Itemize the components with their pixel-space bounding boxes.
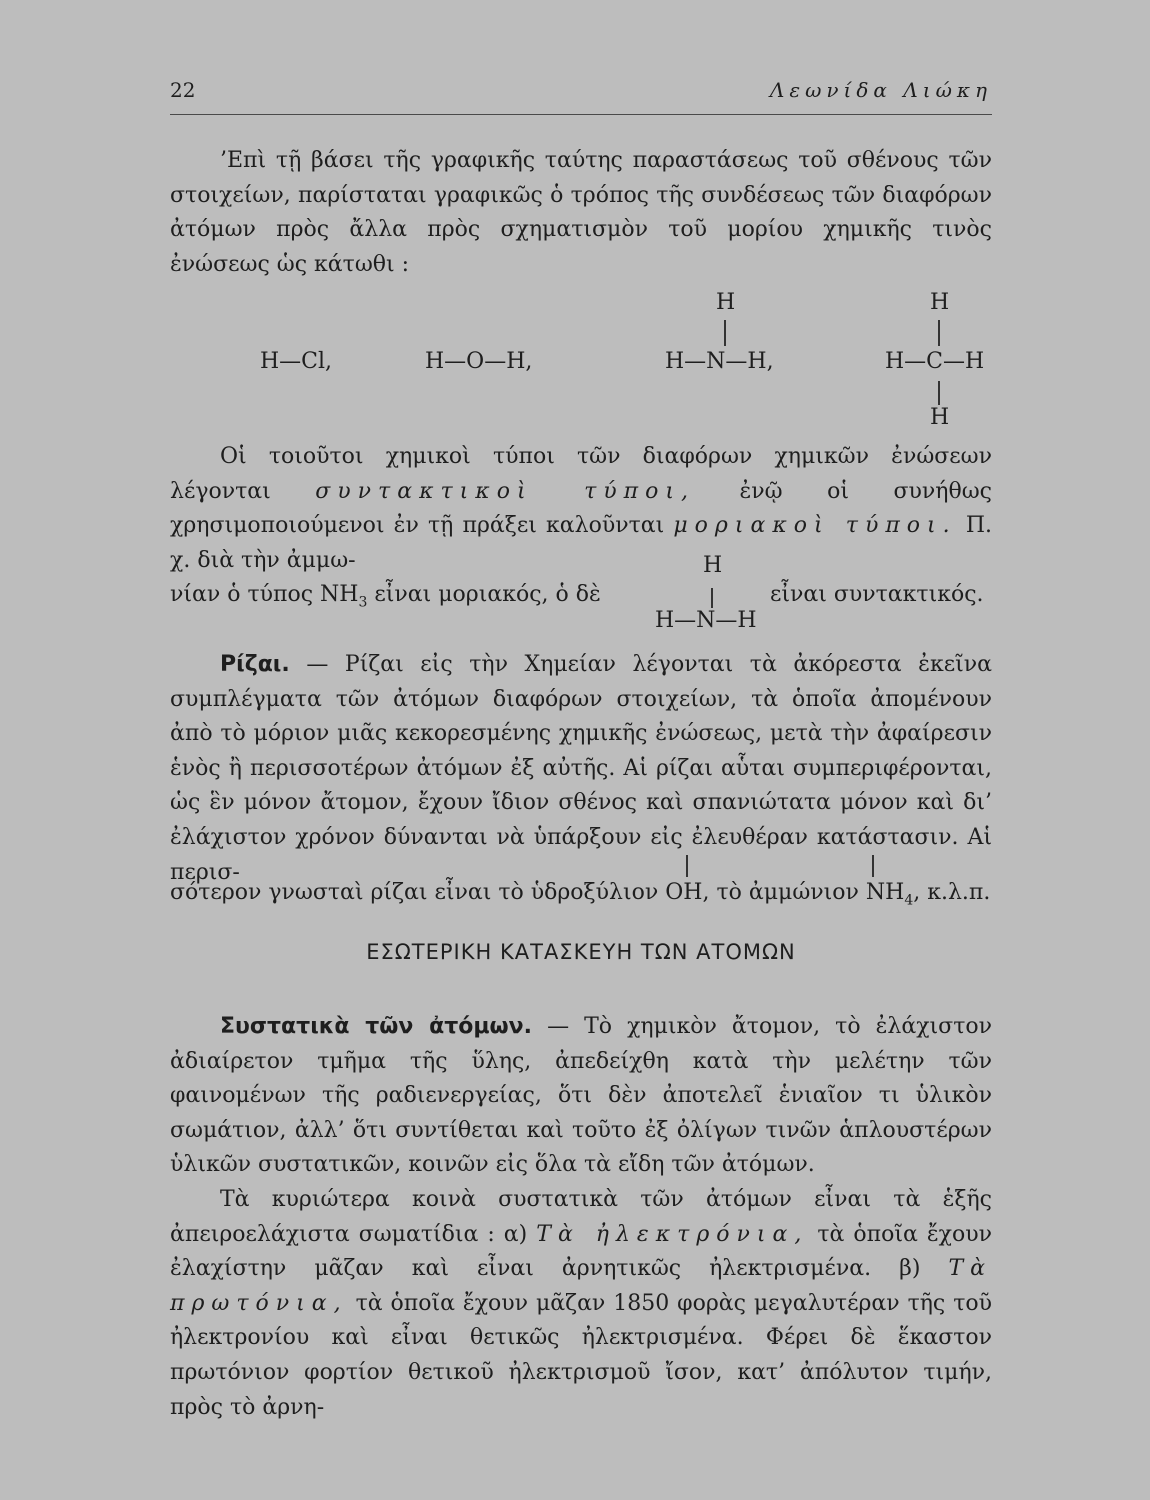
constituents-text: — Τὸ χημικὸν ἄτομον, τὸ ἐλάχιστον ἀδιαίρετον τμῆμα τῆς ὕλης, ἀπεδείχθη κατὰ τὴν μελέτην τῶν φαινομένων τῆς ραδιενεργείας, ὅτι δὲν ἀποτελεῖ ἑνιαῖον τι ὑλικὸν σωμάτιον, ἀλλ’ ὅτι συντίθεται καὶ τοῦτο ἐξ ὀλίγων τινῶν ἁπλουστέρων ὑλικῶν συστατικῶν, κοινῶν εἰς ὅλα τὰ εἴδη τῶν ἀτόμων.: [170, 1014, 992, 1178]
formula-methane-row: H—C—H: [885, 349, 985, 374]
formula-water: H—O—H,: [425, 349, 533, 374]
page-header: [170, 78, 992, 108]
para5-text-a: Τὰ κυριώτερα κοινὰ συστατικὰ τῶν ἀτόμων εἶναι τὰ ἑξῆς ἀπειροελάχιστα σωματίδια : α): [170, 1187, 992, 1247]
radicals-last-middle: τὸ ἀμμώνιον: [716, 880, 859, 905]
constituents-title: Συστατικὰ τῶν ἀτόμων.: [220, 1014, 533, 1039]
ammonia-line-start: [170, 582, 601, 610]
ammonium-formula: NH: [865, 880, 905, 905]
paragraph-graphic-representation: ’Επὶ τῇ βάσει τῆς γραφικῆς ταύτης παραστάσεως τοῦ σθένους τῶν στοιχείων, παρίσταται γραφικῶς ὁ τρόπος τῆς συνδέσεως τῶν διαφόρων ἀτόμων πρὸς ἄλλα πρὸς σχηματισμὸν τοῦ μορίου χημικῆς τινὸς ἐνώσεως ὡς κάτωθι :: [170, 148, 992, 277]
radicals-last-line: [170, 880, 990, 908]
paragraph-radicals: [170, 648, 992, 890]
formula-methane-bond-bottom: [938, 381, 940, 405]
formula-methane-top: H: [930, 290, 950, 315]
ammonia-line-end: εἶναι συντακτικός.: [770, 582, 984, 607]
ammonium-subscript: 4: [904, 892, 914, 909]
hydroxyl-bond: [686, 855, 688, 877]
header-rule: [170, 114, 992, 115]
hydroxyl-formula: OH,: [665, 880, 710, 905]
paragraph-structural-formulas: [170, 440, 992, 578]
formula-ammonia-top: H: [716, 290, 736, 315]
formula-hcl: H—Cl,: [260, 349, 333, 374]
para2-text-b: ἐνῷ οἱ συνήθως χρησιμοποιούμενοι ἐν τῇ πράξει καλοῦνται: [170, 478, 992, 539]
term-electrons: Τὰ ἠλεκτρόνια,: [536, 1221, 809, 1247]
term-protons: Τὰ πρωτόνια,: [170, 1256, 993, 1316]
ammonia-line-middle: εἶναι μοριακός, ὁ δὲ: [374, 582, 601, 607]
inline-formula-row: H—N—H: [655, 608, 757, 633]
para5-text-c: τὰ ὁποῖα ἔχουν μᾶζαν 1850 φορὰς μεγαλυτέραν τῆς τοῦ ἠλεκτρονίου καὶ εἶναι θετικῶς ἠλεκτρισμένα. Φέρει δὲ ἕκαστον πρωτόνιον φορτίον θετικοῦ ἠλεκτρισμοῦ ἴσον, κατ’ ἀπόλυτον τιμήν, πρὸς τὸ ἀρνη-: [170, 1290, 992, 1420]
ammonia-line-text: νίαν ὁ τύπος NH: [170, 582, 359, 607]
radicals-text: — Ρίζαι εἰς τὴν Χημείαν λέγονται τὰ ἀκόρεστα ἐκεῖνα συμπλέγματα τῶν ἀτόμων διαφόρων στοιχείων, τὰ ὁποῖα ἀπομένουν ἀπὸ τὸ μόριον μιᾶς κεκορεσμένης χημικῆς ἐνώσεως, μετὰ τὴν ἀφαίρεσιν ἑνὸς ἢ περισσοτέρων ἀτόμων ἐξ αὐτῆς. Αἱ ρίζαι αὗται συμπεριφέρονται, ὡς ἓν μόνον ἄτομον, ἔχουν ἴδιον σθένος καὶ σπανιώτατα μόνον καὶ δι’ ἐλάχιστον χρόνον δύνανται νὰ ὑπάρξουν εἰς ἐλευθέραν κατάστασιν. Αἱ περισ-: [170, 652, 992, 885]
radicals-last-end: , κ.λ.π.: [913, 880, 991, 905]
paragraph-electrons-protons: [170, 1183, 992, 1425]
inline-formula-top: H: [703, 553, 723, 578]
radicals-last-start: σότερον γνωσταὶ ρίζαι εἶναι τὸ ὑδροξύλιον: [170, 880, 659, 905]
formula-methane-bottom: H: [930, 405, 950, 430]
term-molecular-formulas: μοριακοὶ τύποι.: [673, 513, 957, 539]
section-heading: ΕΣΩΤΕΡΙΚΗ ΚΑΤΑΣΚΕΥΗ ΤΩΝ ΑΤΟΜΩΝ: [366, 940, 796, 964]
para5-text-b: τὰ ὁποῖα ἔχουν ἐλαχίστην μᾶζαν καὶ εἶναι ἀρνητικῶς ἠλεκτρισμένα. β): [170, 1221, 993, 1282]
ammonia-subscript: 3: [358, 594, 368, 611]
para2-text-c: Π. χ. διὰ τὴν ἀμμω-: [170, 513, 992, 573]
running-head: Λεωνίδα Λιώκη: [769, 78, 992, 102]
ammonium-bond: [872, 855, 874, 877]
formula-methane-bond-top: [938, 320, 940, 346]
radicals-title: Ρίζαι.: [220, 652, 290, 677]
paragraph-atom-constituents: [170, 1010, 992, 1183]
inline-formula-bond: [711, 588, 713, 608]
page-number: 22: [170, 78, 196, 102]
formula-ammonia-row: H—N—H,: [665, 349, 774, 374]
para2-text-a: Οἱ τοιοῦτοι χημικοὶ τύποι τῶν διαφόρων χημικῶν ἐνώσεων λέγονται: [170, 444, 992, 504]
formula-ammonia-bond: [724, 320, 726, 346]
term-structural-formulas: συντακτικοὶ τύποι,: [315, 478, 695, 504]
